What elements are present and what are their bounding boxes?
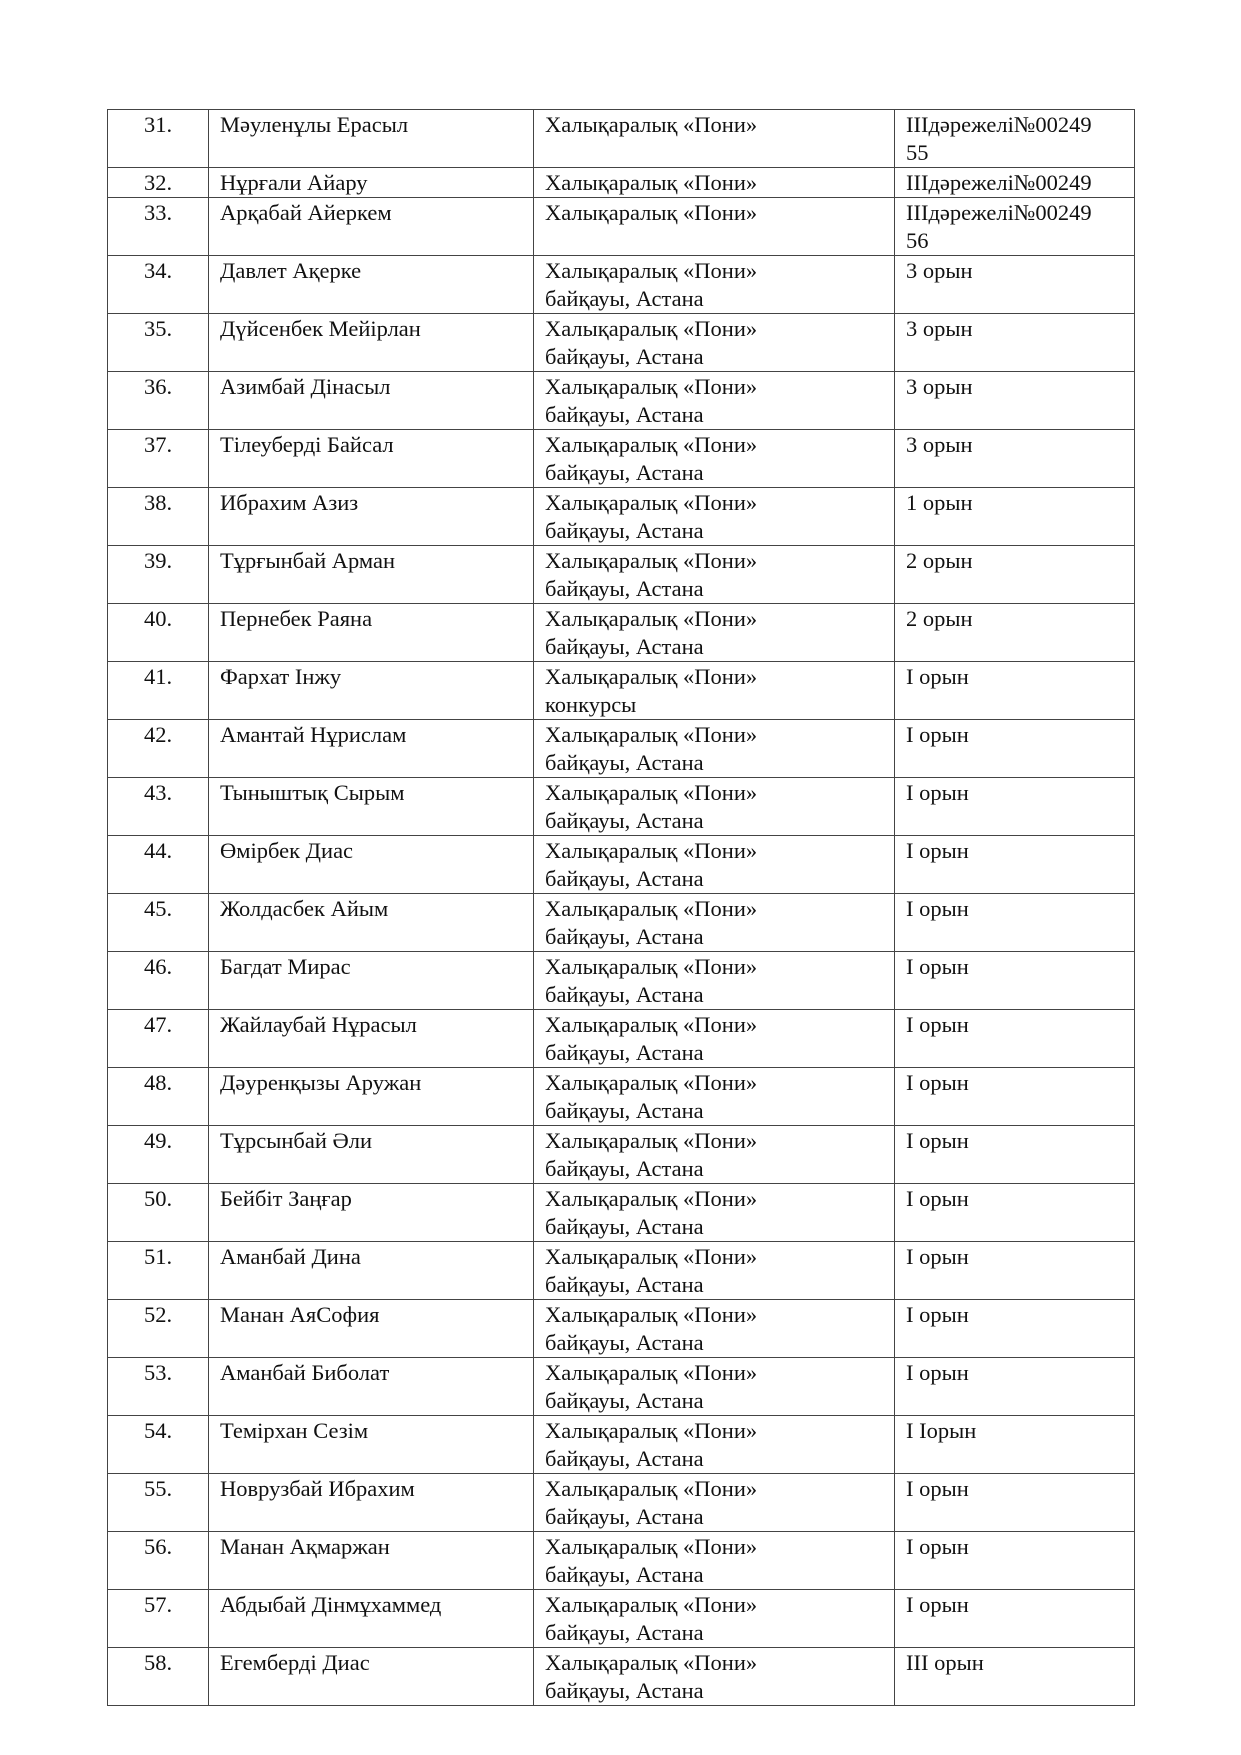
- result-cell: [895, 430, 1135, 488]
- row-number-text: 47.: [143, 1012, 173, 1037]
- competition-cell: [534, 778, 895, 836]
- participant-name-text: Дүйсенбек Мейірлан: [220, 316, 421, 341]
- competition-cell: [534, 546, 895, 604]
- participant-name-cell: [209, 1590, 534, 1648]
- competition-text: байқауы, Астана: [545, 344, 704, 369]
- table-row: [108, 1590, 1135, 1648]
- competition-text: Халықаралық «Пони»: [545, 258, 758, 283]
- result-text: I орын: [906, 1012, 969, 1037]
- row-number-text: 36.: [143, 374, 173, 399]
- competition-text: Халықаралық «Пони»: [545, 1592, 758, 1617]
- row-number-cell: [108, 430, 209, 488]
- table-row: [108, 314, 1135, 372]
- row-number-cell: [108, 1532, 209, 1590]
- competition-text: байқауы, Астана: [545, 1156, 704, 1181]
- table-row: [108, 198, 1135, 256]
- competition-cell: [534, 720, 895, 778]
- result-cell: [895, 1648, 1135, 1706]
- competition-text: байқауы, Астана: [545, 402, 704, 427]
- competition-text: Халықаралық «Пони»: [545, 490, 758, 515]
- result-text: 3 орын: [906, 316, 973, 341]
- competition-text: Халықаралық «Пони»: [545, 170, 758, 195]
- row-number-cell: [108, 1590, 209, 1648]
- row-number-cell: [108, 836, 209, 894]
- participant-name-cell: [209, 778, 534, 836]
- results-table-body: [108, 110, 1135, 1706]
- row-number-text: 43.: [143, 780, 173, 805]
- competition-cell: [534, 836, 895, 894]
- participant-name-text: Тілеуберді Байсал: [220, 432, 394, 457]
- table-row: [108, 836, 1135, 894]
- result-cell: [895, 662, 1135, 720]
- participant-name-text: Жайлаубай Нұрасыл: [220, 1012, 417, 1037]
- row-number-cell: [108, 778, 209, 836]
- result-text: I орын: [906, 722, 969, 747]
- competition-cell: [534, 168, 895, 198]
- result-text: I орын: [906, 1070, 969, 1095]
- competition-text: Халықаралық «Пони»: [545, 780, 758, 805]
- participant-name-cell: [209, 1358, 534, 1416]
- competition-cell: [534, 314, 895, 372]
- competition-text: байқауы, Астана: [545, 634, 704, 659]
- competition-text: байқауы, Астана: [545, 866, 704, 891]
- row-number-text: 48.: [143, 1070, 173, 1095]
- row-number-cell: [108, 256, 209, 314]
- table-row: [108, 952, 1135, 1010]
- row-number-text: 38.: [143, 490, 173, 515]
- participant-name-cell: [209, 1648, 534, 1706]
- participant-name-text: Давлет Ақерке: [220, 258, 362, 283]
- competition-text: Халықаралық «Пони»: [545, 548, 758, 573]
- table-row: [108, 1300, 1135, 1358]
- table-row: [108, 1242, 1135, 1300]
- row-number-cell: [108, 1068, 209, 1126]
- result-text: I орын: [906, 1186, 969, 1211]
- table-row: [108, 1068, 1135, 1126]
- result-cell: [895, 1184, 1135, 1242]
- competition-text: Халықаралық «Пони»: [545, 374, 758, 399]
- result-text: 55: [906, 140, 929, 165]
- result-text: I Iорын: [906, 1418, 977, 1443]
- competition-text: Халықаралық «Пони»: [545, 664, 758, 689]
- row-number-cell: [108, 894, 209, 952]
- participant-name-cell: [209, 1126, 534, 1184]
- participant-name-cell: [209, 488, 534, 546]
- competition-cell: [534, 1358, 895, 1416]
- participant-name-cell: [209, 1532, 534, 1590]
- participant-name-cell: [209, 836, 534, 894]
- participant-name-cell: [209, 662, 534, 720]
- participant-name-text: Багдат Мирас: [220, 954, 351, 979]
- competition-cell: [534, 662, 895, 720]
- row-number-text: 33.: [143, 200, 173, 225]
- result-text: I орын: [906, 1128, 969, 1153]
- participant-name-cell: [209, 952, 534, 1010]
- competition-text: Халықаралық «Пони»: [545, 722, 758, 747]
- competition-text: байқауы, Астана: [545, 1272, 704, 1297]
- participant-name-text: Жолдасбек Айым: [220, 896, 389, 921]
- row-number-text: 54.: [143, 1418, 173, 1443]
- row-number-text: 35.: [143, 316, 173, 341]
- result-text: 3 орын: [906, 258, 973, 283]
- table-row: [108, 1126, 1135, 1184]
- table-row: [108, 546, 1135, 604]
- result-cell: [895, 1474, 1135, 1532]
- result-text: I орын: [906, 838, 969, 863]
- participant-name-text: Пернебек Раяна: [220, 606, 373, 631]
- table-row: [108, 1010, 1135, 1068]
- participant-name-text: Тұрсынбай Әли: [220, 1128, 373, 1153]
- table-row: [108, 1358, 1135, 1416]
- table-row: [108, 894, 1135, 952]
- competition-text: байқауы, Астана: [545, 808, 704, 833]
- result-text: 3 орын: [906, 374, 973, 399]
- participant-name-text: Абдыбай Дінмұхаммед: [220, 1592, 442, 1617]
- participant-name-text: Егемберді Диас: [220, 1650, 370, 1675]
- competition-text: Халықаралық «Пони»: [545, 1360, 758, 1385]
- participant-name-cell: [209, 1300, 534, 1358]
- row-number-cell: [108, 1474, 209, 1532]
- table-row: [108, 1648, 1135, 1706]
- result-text: 2 орын: [906, 606, 973, 631]
- row-number-cell: [108, 198, 209, 256]
- result-text: I орын: [906, 1592, 969, 1617]
- result-text: I орын: [906, 780, 969, 805]
- competition-text: Халықаралық «Пони»: [545, 112, 758, 137]
- row-number-cell: [108, 662, 209, 720]
- result-text: IIIдәрежелі№00249: [906, 170, 1092, 195]
- row-number-cell: [108, 604, 209, 662]
- competition-cell: [534, 952, 895, 1010]
- row-number-cell: [108, 314, 209, 372]
- row-number-text: 49.: [143, 1128, 173, 1153]
- participant-name-text: Өмірбек Диас: [220, 838, 354, 863]
- result-text: IIIдәрежелі№00249: [906, 112, 1092, 137]
- row-number-text: 51.: [143, 1244, 173, 1269]
- competition-cell: [534, 372, 895, 430]
- result-cell: [895, 314, 1135, 372]
- row-number-text: 57.: [143, 1592, 173, 1617]
- competition-text: байқауы, Астана: [545, 750, 704, 775]
- result-cell: [895, 198, 1135, 256]
- competition-text: Халықаралық «Пони»: [545, 606, 758, 631]
- row-number-cell: [108, 1358, 209, 1416]
- result-text: I орын: [906, 1244, 969, 1269]
- competition-cell: [534, 430, 895, 488]
- competition-cell: [534, 110, 895, 168]
- participant-name-cell: [209, 372, 534, 430]
- competition-text: байқауы, Астана: [545, 1040, 704, 1065]
- result-text: I орын: [906, 1534, 969, 1559]
- row-number-cell: [108, 1648, 209, 1706]
- participant-name-cell: [209, 430, 534, 488]
- participant-name-text: Манан Ақмаржан: [220, 1534, 390, 1559]
- row-number-cell: [108, 546, 209, 604]
- competition-text: Халықаралық «Пони»: [545, 1128, 758, 1153]
- result-cell: [895, 168, 1135, 198]
- competition-text: байқауы, Астана: [545, 576, 704, 601]
- competition-cell: [534, 488, 895, 546]
- table-row: [108, 1416, 1135, 1474]
- row-number-text: 40.: [143, 606, 173, 631]
- result-cell: [895, 488, 1135, 546]
- result-cell: [895, 604, 1135, 662]
- table-row: [108, 110, 1135, 168]
- result-cell: [895, 778, 1135, 836]
- competition-text: байқауы, Астана: [545, 1214, 704, 1239]
- result-cell: [895, 256, 1135, 314]
- competition-cell: [534, 1010, 895, 1068]
- participant-name-text: Мәуленұлы Ерасыл: [220, 112, 409, 137]
- result-cell: [895, 836, 1135, 894]
- competition-text: байқауы, Астана: [545, 1620, 704, 1645]
- participant-name-cell: [209, 256, 534, 314]
- row-number-text: 50.: [143, 1186, 173, 1211]
- row-number-text: 44.: [143, 838, 173, 863]
- result-text: 1 орын: [906, 490, 973, 515]
- competition-text: конкурсы: [545, 692, 637, 717]
- participant-name-cell: [209, 1242, 534, 1300]
- competition-cell: [534, 256, 895, 314]
- result-cell: [895, 1532, 1135, 1590]
- competition-cell: [534, 1590, 895, 1648]
- participant-name-text: Манан АяСофия: [220, 1302, 380, 1327]
- result-cell: [895, 1358, 1135, 1416]
- row-number-cell: [108, 372, 209, 430]
- competition-text: Халықаралық «Пони»: [545, 1476, 758, 1501]
- row-number-text: 42.: [143, 722, 173, 747]
- row-number-text: 56.: [143, 1534, 173, 1559]
- result-cell: [895, 1300, 1135, 1358]
- row-number-text: 55.: [143, 1476, 173, 1501]
- table-row: [108, 168, 1135, 198]
- row-number-cell: [108, 952, 209, 1010]
- competition-text: Халықаралық «Пони»: [545, 1244, 758, 1269]
- participant-name-text: Темірхан Сезім: [220, 1418, 369, 1443]
- result-text: I орын: [906, 1476, 969, 1501]
- row-number-text: 58.: [143, 1650, 173, 1675]
- row-number-cell: [108, 488, 209, 546]
- competition-text: байқауы, Астана: [545, 1562, 704, 1587]
- result-cell: [895, 1126, 1135, 1184]
- competition-text: Халықаралық «Пони»: [545, 432, 758, 457]
- competition-cell: [534, 198, 895, 256]
- competition-cell: [534, 1300, 895, 1358]
- row-number-text: 39.: [143, 548, 173, 573]
- competition-text: байқауы, Астана: [545, 1098, 704, 1123]
- participant-name-text: Аманбай Биболат: [220, 1360, 390, 1385]
- result-text: I орын: [906, 1360, 969, 1385]
- row-number-cell: [108, 1010, 209, 1068]
- competition-cell: [534, 1474, 895, 1532]
- competition-cell: [534, 1416, 895, 1474]
- competition-text: байқауы, Астана: [545, 1388, 704, 1413]
- competition-cell: [534, 1184, 895, 1242]
- result-text: IIIдәрежелі№00249: [906, 200, 1092, 225]
- row-number-cell: [108, 1300, 209, 1358]
- table-row: [108, 662, 1135, 720]
- participant-name-text: Арқабай Айеркем: [220, 200, 392, 225]
- participant-name-cell: [209, 720, 534, 778]
- participant-name-cell: [209, 314, 534, 372]
- competition-cell: [534, 894, 895, 952]
- row-number-text: 53.: [143, 1360, 173, 1385]
- row-number-text: 37.: [143, 432, 173, 457]
- participant-name-cell: [209, 110, 534, 168]
- result-cell: [895, 1068, 1135, 1126]
- participant-name-cell: [209, 198, 534, 256]
- result-cell: [895, 372, 1135, 430]
- competition-text: Халықаралық «Пони»: [545, 200, 758, 225]
- competition-cell: [534, 1126, 895, 1184]
- table-row: [108, 488, 1135, 546]
- competition-text: Халықаралық «Пони»: [545, 1012, 758, 1037]
- participant-name-cell: [209, 1416, 534, 1474]
- result-cell: [895, 546, 1135, 604]
- competition-text: Халықаралық «Пони»: [545, 1070, 758, 1095]
- competition-text: байқауы, Астана: [545, 1330, 704, 1355]
- participant-name-cell: [209, 1184, 534, 1242]
- result-cell: [895, 720, 1135, 778]
- table-row: [108, 430, 1135, 488]
- result-cell: [895, 110, 1135, 168]
- participant-name-cell: [209, 894, 534, 952]
- competition-text: Халықаралық «Пони»: [545, 1534, 758, 1559]
- row-number-text: 31.: [143, 112, 173, 137]
- row-number-text: 41.: [143, 664, 173, 689]
- competition-text: Халықаралық «Пони»: [545, 954, 758, 979]
- row-number-text: 46.: [143, 954, 173, 979]
- row-number-cell: [108, 110, 209, 168]
- participant-name-text: Фархат Інжу: [220, 664, 342, 689]
- participant-name-text: Ибрахим Азиз: [220, 490, 359, 515]
- competition-text: байқауы, Астана: [545, 1504, 704, 1529]
- participant-name-cell: [209, 546, 534, 604]
- row-number-cell: [108, 1126, 209, 1184]
- competition-text: Халықаралық «Пони»: [545, 1418, 758, 1443]
- competition-text: байқауы, Астана: [545, 1446, 704, 1471]
- row-number-cell: [108, 720, 209, 778]
- participant-name-text: Тыныштық Сырым: [220, 780, 405, 805]
- participant-name-text: Нұрғали Айару: [220, 170, 368, 195]
- competition-text: байқауы, Астана: [545, 286, 704, 311]
- participant-name-cell: [209, 168, 534, 198]
- competition-text: Халықаралық «Пони»: [545, 1650, 758, 1675]
- participant-name-text: Азимбай Дінасыл: [220, 374, 391, 399]
- row-number-cell: [108, 1416, 209, 1474]
- result-text: I орын: [906, 1302, 969, 1327]
- row-number-text: 32.: [143, 170, 173, 195]
- participant-name-text: Бейбіт Заңғар: [220, 1186, 352, 1211]
- table-row: [108, 1184, 1135, 1242]
- row-number-cell: [108, 168, 209, 198]
- table-row: [108, 1532, 1135, 1590]
- row-number-text: 52.: [143, 1302, 173, 1327]
- table-row: [108, 778, 1135, 836]
- competition-text: Халықаралық «Пони»: [545, 1186, 758, 1211]
- result-text: I орын: [906, 954, 969, 979]
- competition-text: байқауы, Астана: [545, 982, 704, 1007]
- participant-name-text: Аманбай Дина: [220, 1244, 361, 1269]
- competition-text: байқауы, Астана: [545, 924, 704, 949]
- competition-cell: [534, 1068, 895, 1126]
- participant-name-cell: [209, 1010, 534, 1068]
- table-row: [108, 604, 1135, 662]
- row-number-text: 45.: [143, 896, 173, 921]
- table-row: [108, 372, 1135, 430]
- participant-name-text: Новрузбай Ибрахим: [220, 1476, 415, 1501]
- participant-name-text: Амантай Нұрислам: [220, 722, 407, 747]
- result-text: 3 орын: [906, 432, 973, 457]
- competition-cell: [534, 1648, 895, 1706]
- participant-name-cell: [209, 604, 534, 662]
- participant-name-text: Дәуренқызы Аружан: [220, 1070, 422, 1095]
- result-cell: [895, 1242, 1135, 1300]
- table-row: [108, 256, 1135, 314]
- result-text: 56: [906, 228, 929, 253]
- row-number-cell: [108, 1242, 209, 1300]
- participant-name-cell: [209, 1068, 534, 1126]
- results-table: [107, 109, 1135, 1706]
- competition-cell: [534, 1532, 895, 1590]
- result-cell: [895, 894, 1135, 952]
- row-number-text: 34.: [143, 258, 173, 283]
- competition-text: байқауы, Астана: [545, 1678, 704, 1703]
- result-cell: [895, 952, 1135, 1010]
- participant-name-cell: [209, 1474, 534, 1532]
- table-row: [108, 1474, 1135, 1532]
- competition-cell: [534, 604, 895, 662]
- table-row: [108, 720, 1135, 778]
- row-number-cell: [108, 1184, 209, 1242]
- participant-name-text: Тұрғынбай Арман: [220, 548, 396, 573]
- competition-text: Халықаралық «Пони»: [545, 896, 758, 921]
- result-text: I орын: [906, 896, 969, 921]
- competition-text: байқауы, Астана: [545, 460, 704, 485]
- result-cell: [895, 1416, 1135, 1474]
- result-cell: [895, 1010, 1135, 1068]
- competition-text: Халықаралық «Пони»: [545, 1302, 758, 1327]
- result-text: I орын: [906, 664, 969, 689]
- result-text: III орын: [906, 1650, 984, 1675]
- result-cell: [895, 1590, 1135, 1648]
- result-text: 2 орын: [906, 548, 973, 573]
- competition-cell: [534, 1242, 895, 1300]
- competition-text: байқауы, Астана: [545, 518, 704, 543]
- competition-text: Халықаралық «Пони»: [545, 838, 758, 863]
- competition-text: Халықаралық «Пони»: [545, 316, 758, 341]
